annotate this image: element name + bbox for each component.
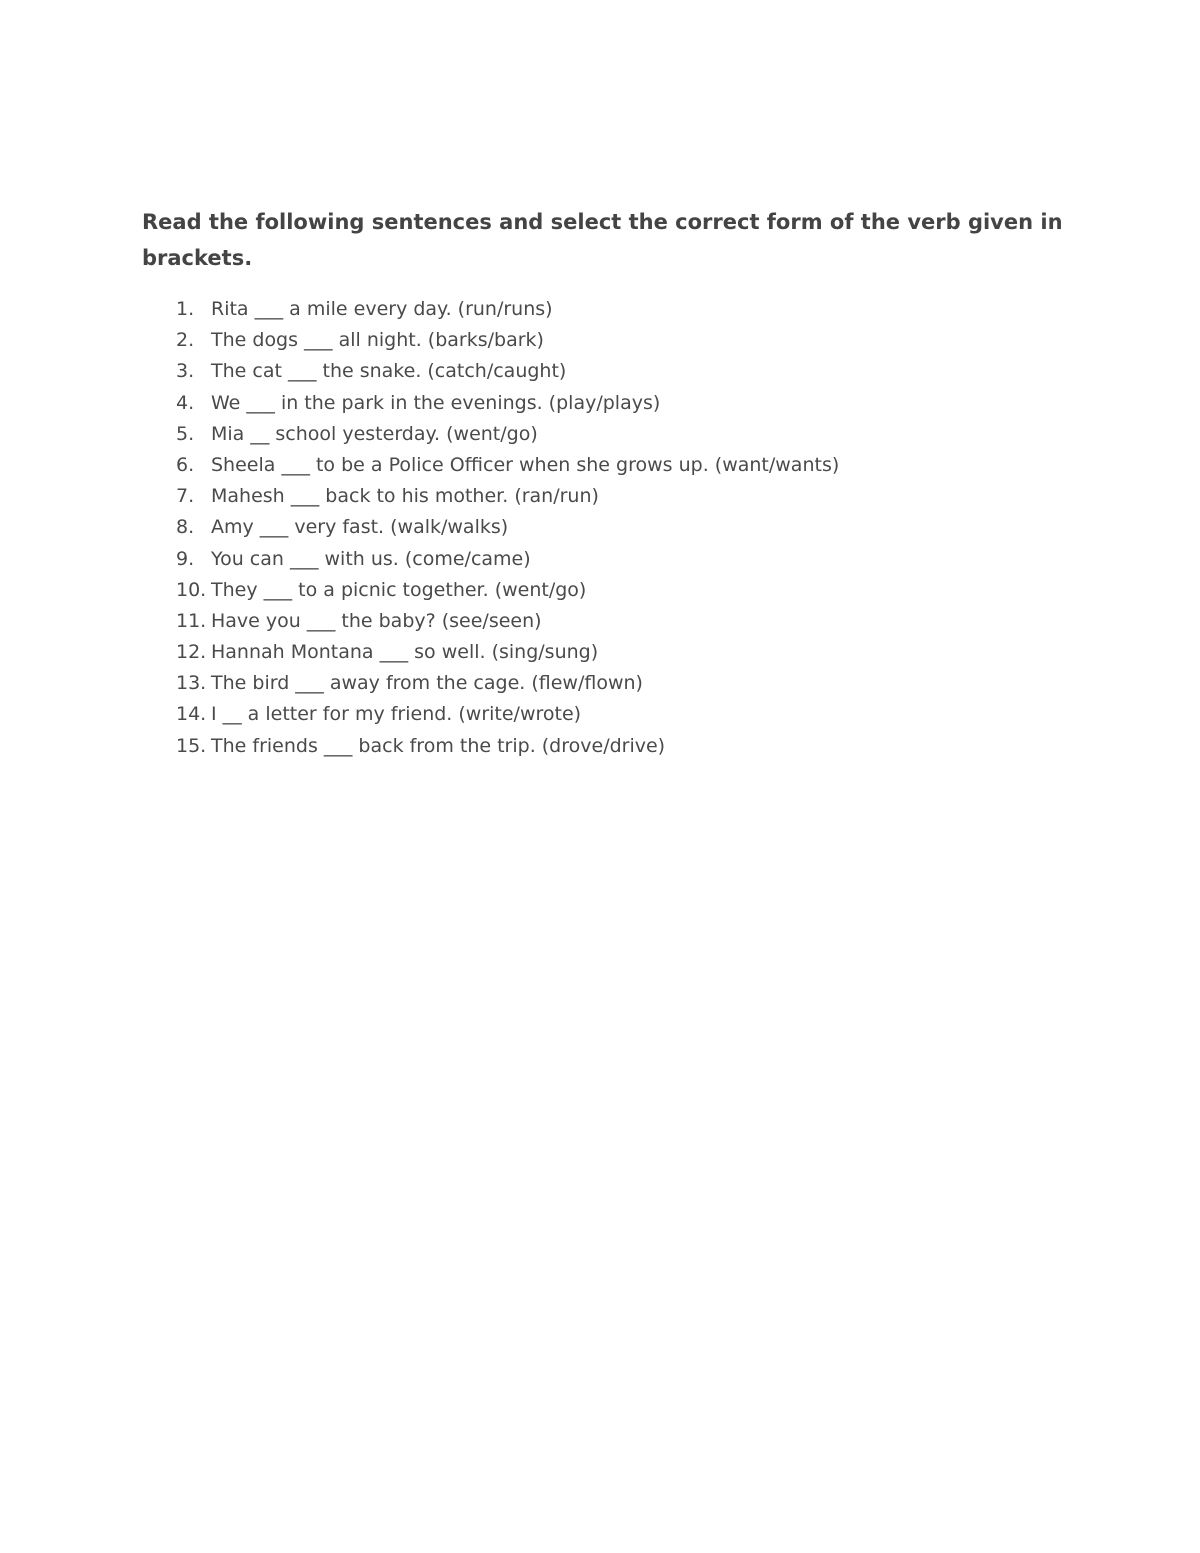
question-text: Mahesh ___ back to his mother. (ran/run) — [211, 485, 599, 508]
question-number: 5. — [176, 422, 195, 445]
question-number: 12. — [176, 641, 207, 664]
question-text: We ___ in the park in the evenings. (play/plays) — [211, 391, 661, 414]
question-item — [142, 731, 1042, 762]
question-item — [142, 419, 1042, 450]
question-text: Rita ___ a mile every day. (run/runs) — [211, 298, 553, 320]
question-text: Hannah Montana ___ so well. (sing/sung) — [211, 641, 599, 664]
question-number: 7. — [176, 485, 195, 508]
question-text: The cat ___ the snake. (catch/caught) — [211, 360, 567, 383]
question-list — [142, 294, 1042, 762]
question-item — [142, 544, 1042, 575]
question-text: The bird ___ away from the cage. (flew/flown) — [211, 672, 643, 695]
question-text: Have you ___ the baby? (see/seen) — [211, 609, 542, 632]
question-item — [142, 637, 1042, 668]
question-number: 3. — [176, 360, 195, 383]
question-number: 4. — [176, 391, 195, 414]
question-number: 9. — [176, 547, 195, 570]
question-number: 13. — [176, 672, 207, 695]
question-number: 10. — [176, 578, 207, 601]
question-item — [142, 388, 1042, 419]
question-text: They ___ to a picnic together. (went/go) — [211, 578, 587, 601]
question-text: The dogs ___ all night. (barks/bark) — [211, 329, 544, 352]
question-item — [142, 668, 1042, 699]
instructions-heading: Read the following sentences and select the correct form of the verb given in brackets. — [142, 210, 1063, 270]
question-item — [142, 575, 1042, 606]
question-number: 11. — [176, 609, 207, 632]
question-text: You can ___ with us. (come/came) — [211, 547, 531, 570]
question-item — [142, 450, 1042, 481]
question-number: 6. — [176, 453, 195, 476]
question-item — [142, 606, 1042, 637]
question-number: 8. — [176, 516, 195, 539]
question-number: 2. — [176, 329, 195, 352]
question-item — [142, 356, 1042, 387]
question-item — [142, 325, 1042, 356]
question-item — [142, 699, 1042, 730]
question-text: Mia __ school yesterday. (went/go) — [211, 422, 538, 445]
question-item — [142, 481, 1042, 512]
question-number: 15. — [176, 734, 207, 757]
question-item — [142, 294, 1042, 325]
question-item — [142, 512, 1042, 543]
question-text: The friends ___ back from the trip. (drove/drive) — [211, 734, 666, 757]
question-number: 14. — [176, 703, 207, 726]
question-text: Sheela ___ to be a Police Officer when she grows up. (want/wants) — [211, 453, 840, 476]
question-number: 1. — [176, 298, 195, 320]
question-text: Amy ___ very fast. (walk/walks) — [211, 516, 509, 539]
question-text: I __ a letter for my friend. (write/wrote) — [211, 703, 582, 726]
